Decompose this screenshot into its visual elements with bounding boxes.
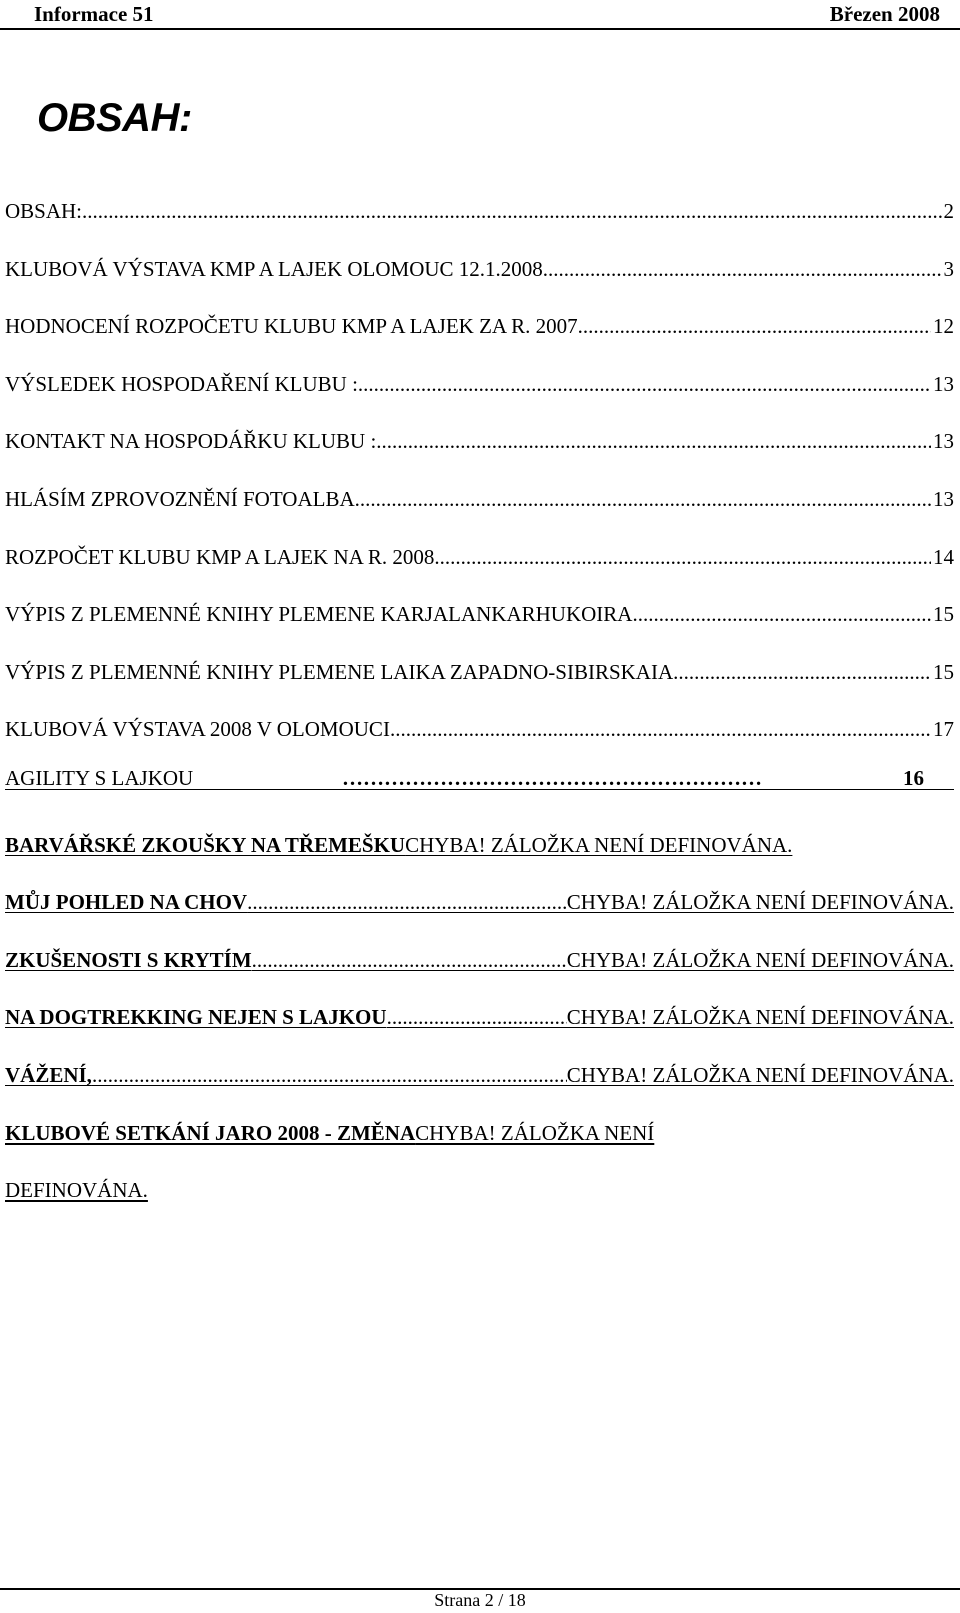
toc-entry-title: KLUBOVÁ VÝSTAVA 2008 V OLOMOUCI xyxy=(5,717,390,742)
toc-leader xyxy=(434,537,931,577)
page-title: OBSAH: xyxy=(37,96,192,140)
toc-entry-page: 13 xyxy=(933,429,954,454)
toc-entry[interactable] xyxy=(5,652,954,710)
toc-entry-error: CHYBA! ZÁLOŽKA NENÍ DEFINOVÁNA. xyxy=(566,890,954,915)
toc-entry[interactable] xyxy=(5,306,954,364)
header-rule xyxy=(0,28,960,30)
toc-leader xyxy=(358,364,931,404)
toc-entry-title: BARVÁŘSKÉ ZKOUŠKY NA TŘEMEŠKU xyxy=(5,832,406,857)
toc-entry[interactable] xyxy=(5,537,954,595)
toc-entry-title: NA DOGTREKKING NEJEN S LAJKOU xyxy=(5,1005,387,1030)
toc-leader xyxy=(92,1055,567,1095)
page-header xyxy=(0,0,960,30)
toc-leader xyxy=(632,594,931,634)
toc-entry-page: 14 xyxy=(933,544,954,569)
toc-entry-klubove-setkani[interactable] xyxy=(5,1113,954,1210)
toc-entry-page: 3 xyxy=(943,256,954,281)
page-footer xyxy=(0,1588,960,1613)
toc-entry[interactable] xyxy=(5,191,954,249)
toc-leader xyxy=(355,479,931,519)
toc-entry-error-row[interactable] xyxy=(5,940,954,998)
footer-page-number: Strana 2 / 18 xyxy=(434,1590,526,1610)
toc-entry-title: KLUBOVÉ SETKÁNÍ JARO 2008 - ZMĚNA xyxy=(5,1120,416,1145)
toc-entry[interactable] xyxy=(5,479,954,537)
toc-leader xyxy=(543,249,942,289)
toc-entry-title: VÁŽENÍ, xyxy=(5,1062,92,1087)
toc-entry[interactable] xyxy=(5,364,954,422)
toc-entry-title: ZKUŠENOSTI S KRYTÍM xyxy=(5,947,252,972)
toc-entry-error-row[interactable] xyxy=(5,825,954,883)
toc-entry-page: 15 xyxy=(933,602,954,627)
toc-entry-line-1 xyxy=(5,1113,954,1153)
toc-entry-page: 2 xyxy=(943,199,954,223)
toc-entry-title: VÝPIS Z PLEMENNÉ KNIHY PLEMENE KARJALANKARHUKOIRA xyxy=(5,602,633,627)
toc-entry-title: VÝPIS Z PLEMENNÉ KNIHY PLEMENE LAIKA ZAPADNO-SIBIRSKAIA xyxy=(5,659,674,684)
toc-entry-title: KLUBOVÁ VÝSTAVA KMP A LAJEK OLOMOUC 12.1.2008 xyxy=(5,256,543,281)
toc-entry-error-continued: DEFINOVÁNA. xyxy=(5,1177,148,1202)
toc-entry-title: ROZPOČET KLUBU KMP A LAJEK NA R. 2008 xyxy=(5,544,435,569)
toc-entry[interactable] xyxy=(5,594,954,652)
header-publication: Informace 51 xyxy=(34,2,154,26)
toc-entry-title: HODNOCENÍ ROZPOČETU KLUBU KMP A LAJEK ZA R. 2007 xyxy=(5,314,578,339)
toc-leader xyxy=(390,709,931,749)
toc-entry-agility[interactable] xyxy=(5,767,954,825)
toc-entry-title: OBSAH: xyxy=(5,199,83,223)
toc-entry-page: 12 xyxy=(933,314,954,339)
toc-entry-error: CHYBA! ZÁLOŽKA NENÍ DEFINOVÁNA. xyxy=(566,1062,954,1087)
header-date: Březen 2008 xyxy=(829,2,940,26)
table-of-contents xyxy=(5,191,954,1210)
toc-entry-page: 16 xyxy=(901,767,954,790)
toc-entry-title: AGILITY S LAJKOU xyxy=(5,767,342,790)
toc-entry-title: MŮJ POHLED NA CHOV xyxy=(5,890,248,915)
toc-entry-error-row[interactable] xyxy=(5,882,954,940)
toc-entry-page: 13 xyxy=(933,486,954,511)
toc-leader xyxy=(376,421,931,461)
toc-entry-title: HLÁSÍM ZPROVOZNĚNÍ FOTOALBA xyxy=(5,486,355,511)
toc-entry-page: 15 xyxy=(933,659,954,684)
toc-entry-title: VÝSLEDEK HOSPODAŘENÍ KLUBU : xyxy=(5,371,358,396)
toc-entry-error: CHYBA! ZÁLOŽKA NENÍ DEFINOVÁNA. xyxy=(405,832,793,857)
toc-entry-page: 13 xyxy=(933,371,954,396)
toc-entry-error: CHYBA! ZÁLOŽKA NENÍ DEFINOVÁNA. xyxy=(566,947,954,972)
toc-entry[interactable] xyxy=(5,249,954,307)
toc-entry-page: 17 xyxy=(933,717,954,742)
toc-entry-error: CHYBA! ZÁLOŽKA NENÍ xyxy=(415,1120,655,1145)
toc-entry[interactable] xyxy=(5,421,954,479)
toc-entry-title: KONTAKT NA HOSPODÁŘKU KLUBU : xyxy=(5,429,377,454)
toc-leader xyxy=(387,997,567,1037)
toc-leader xyxy=(82,191,941,231)
toc-leader xyxy=(578,306,931,346)
toc-leader xyxy=(252,940,567,980)
toc-leader xyxy=(247,882,567,922)
toc-entry-error: CHYBA! ZÁLOŽKA NENÍ DEFINOVÁNA. xyxy=(566,1005,954,1030)
toc-entry-error-row[interactable] xyxy=(5,1055,954,1113)
toc-entry-error-row[interactable] xyxy=(5,997,954,1055)
toc-entry[interactable] xyxy=(5,709,954,767)
toc-leader xyxy=(342,767,901,790)
toc-leader xyxy=(673,652,931,692)
